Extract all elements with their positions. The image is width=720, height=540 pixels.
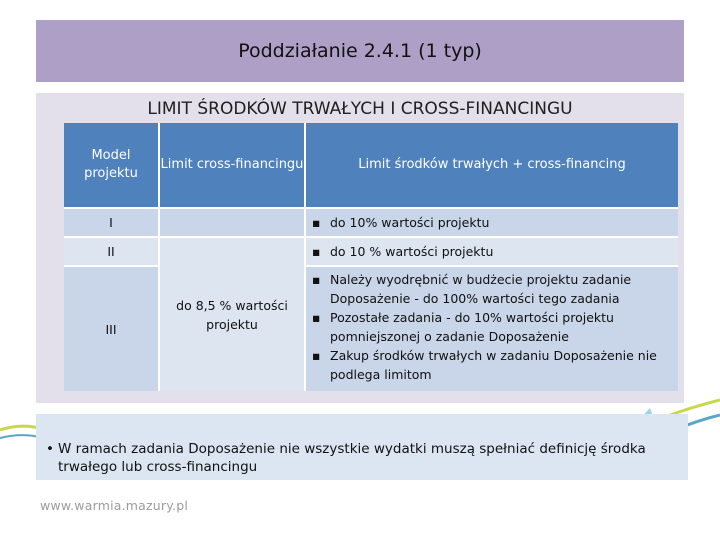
list-item: ▪ Pozostałe zadania - do 10% wartości projektu pomniejszonej o zadanie Doposażenie [306, 308, 670, 346]
header-cross-financing: Limit cross-financingu [160, 123, 304, 207]
row-i-limit [306, 209, 678, 236]
list-item: ▪ Należy wyodrębnić w budżecie projektu zadanie Doposażenie - do 100% wartości tego zadania [306, 270, 670, 308]
row-model-i: I [64, 209, 158, 236]
slide-title-bar [36, 20, 684, 82]
cross-financing-value: do 8,5 % wartości projektu [160, 238, 304, 391]
header-fixed-assets: Limit środków trwałych + cross-financing [306, 123, 678, 207]
row-iii-limit [306, 267, 678, 391]
list-item: ▪ do 10% wartości projektu [306, 213, 678, 232]
section-subtitle: LIMIT ŚRODKÓW TRWAŁYCH I CROSS-FINANCINGU [147, 99, 573, 119]
list-item: ▪ do 10 % wartości projektu [306, 242, 678, 261]
header-model: Model projektu [64, 123, 158, 207]
limits-table [64, 123, 678, 391]
note-text: • W ramach zadania Doposażenie nie wszystkie wydatki muszą spełniać definicję środka trwałego lub cross-financingu [46, 440, 678, 476]
row-ii-limit [306, 238, 678, 265]
note-box [36, 414, 688, 480]
list-item: ▪ Zakup środków trwałych w zadaniu Doposażenie nie podlega limitom [306, 346, 670, 384]
footer-url: www.warmia.mazury.pl [40, 498, 189, 513]
slide-title: Poddziałanie 2.4.1 (1 typ) [238, 40, 482, 62]
row-model-iii: III [64, 267, 158, 391]
row-model-ii: II [64, 238, 158, 265]
row-i-cross-empty [160, 209, 304, 236]
